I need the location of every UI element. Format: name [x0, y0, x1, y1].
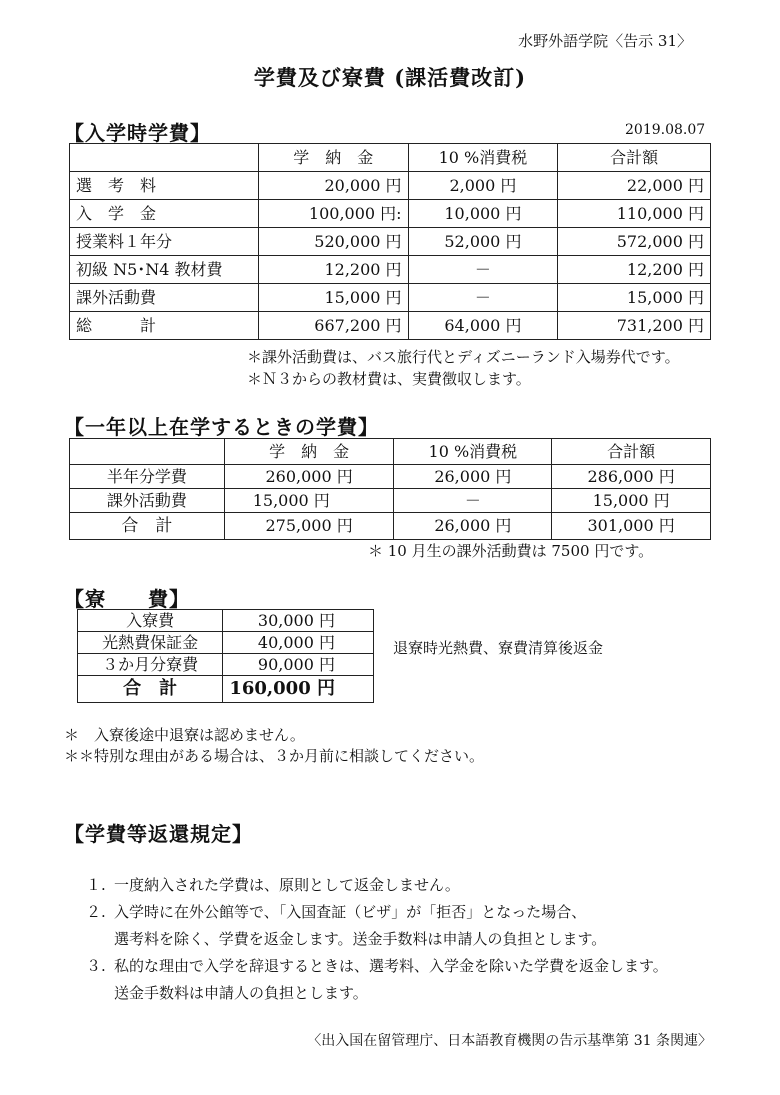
admission-note: ＊Ｎ３からの教材費は、実費徴収します。	[247, 370, 531, 388]
column-header: 10 %消費税	[394, 439, 552, 465]
row-label: 総 計	[70, 312, 259, 340]
header-note: 水野外語学院〈告示 31〉	[518, 32, 692, 50]
cell: 12,200 円	[558, 256, 711, 284]
row-label: 課外活動費	[70, 284, 259, 312]
cell: 26,000 円	[394, 465, 552, 489]
cell: 52,000 円	[408, 228, 558, 256]
column-header	[70, 144, 259, 172]
row-label: 授業料１年分	[70, 228, 259, 256]
list-item	[86, 953, 668, 980]
table-row	[70, 465, 711, 489]
column-header: 学 納 金	[258, 144, 408, 172]
table-row	[70, 489, 711, 513]
table-total-row	[78, 676, 374, 703]
item-text: 送金手数料は申請人の負担とします。	[114, 984, 368, 1002]
cell: 15,000 円	[258, 284, 408, 312]
column-header: 合計額	[558, 144, 711, 172]
page-title: 学費及び寮費 (課活費改訂)	[253, 65, 527, 90]
cell: 572,000 円	[558, 228, 711, 256]
cell: 20,000 円	[258, 172, 408, 200]
cell: 12,200 円	[258, 256, 408, 284]
table-row	[70, 256, 711, 284]
refund-heading: 【学費等返還規定】	[64, 822, 253, 846]
cell: 100,000 円:	[258, 200, 408, 228]
cell: 520,000 円	[258, 228, 408, 256]
cell: 64,000 円	[408, 312, 558, 340]
item-text: 私的な理由で入学を辞退するときは、選考料、入学金を除いた学費を返金します。	[114, 957, 668, 975]
table-header-row	[70, 144, 711, 172]
admission-heading: 【入学時学費】	[64, 121, 211, 145]
continuing-note: ＊ 10 月生の課外活動費は 7500 円です。	[368, 542, 654, 560]
dorm-note: ＊＊特別な理由がある場合は、３か月前に相談してください。	[64, 747, 485, 765]
item-text: 一度納入された学費は、原則として返金しません。	[114, 876, 460, 894]
cell: 2,000 円	[408, 172, 558, 200]
cell: 15,000 円	[558, 284, 711, 312]
table-row	[70, 228, 711, 256]
cell: 26,000 円	[394, 513, 552, 540]
cell: 90,000 円	[223, 654, 374, 676]
footer-note: 〈出入国在留管理庁、日本語教育機関の告示基準第 31 条関連〉	[307, 1033, 712, 1049]
continuing-heading: 【一年以上在学するときの学費】	[64, 415, 379, 439]
item-text: 選考料を除く、学費を返金します。送金手数料は申請人の負担とします。	[114, 930, 607, 948]
cell: 110,000 円	[558, 200, 711, 228]
cell: 667,200 円	[258, 312, 408, 340]
column-header: 10 %消費税	[408, 144, 558, 172]
cell: 286,000 円	[552, 465, 711, 489]
row-label: 合 計	[70, 513, 225, 540]
cell: 731,200 円	[558, 312, 711, 340]
list-item-continuation	[86, 980, 668, 1007]
cell: －	[394, 489, 552, 513]
table-row	[70, 200, 711, 228]
admission-note: ＊課外活動費は、バス旅行代とディズニーランド入場券代です。	[247, 348, 680, 366]
admission-date: 2019.08.07	[625, 122, 706, 138]
table-header-row	[70, 439, 711, 465]
dorm-heading: 【寮 費】	[64, 587, 190, 611]
cell: 15,000 円	[224, 489, 394, 513]
row-label: 選 考 料	[70, 172, 259, 200]
table-row	[78, 632, 374, 654]
dorm-side-note: 退寮時光熱費、寮費清算後返金	[393, 639, 604, 657]
table-row	[78, 610, 374, 632]
cell: 22,000 円	[558, 172, 711, 200]
cell: －	[408, 284, 558, 312]
row-label: 光熱費保証金	[78, 632, 223, 654]
item-number: １.	[86, 876, 106, 894]
cell: 260,000 円	[224, 465, 394, 489]
table-row	[70, 172, 711, 200]
dorm-note: ＊ 入寮後途中退寮は認めません。	[64, 726, 305, 744]
cell: 160,000 円	[223, 676, 374, 703]
item-number: ３.	[86, 957, 106, 975]
item-text: 入学時に在外公館等で、「入国査証（ビザ」が「拒否」となった場合、	[114, 903, 587, 921]
cell: 301,000 円	[552, 513, 711, 540]
column-header: 学 納 金	[224, 439, 394, 465]
dorm-table	[77, 609, 374, 703]
cell: 15,000 円	[552, 489, 711, 513]
cell: 30,000 円	[223, 610, 374, 632]
list-item	[86, 899, 668, 926]
table-row	[70, 284, 711, 312]
row-label: 入寮費	[78, 610, 223, 632]
list-item-continuation	[86, 926, 668, 953]
row-label: 初級 N5･N4 教材費	[70, 256, 259, 284]
row-label: 課外活動費	[70, 489, 225, 513]
table-total-row	[70, 312, 711, 340]
cell: －	[408, 256, 558, 284]
continuing-table	[69, 438, 711, 540]
table-row	[78, 654, 374, 676]
row-label: 入 学 金	[70, 200, 259, 228]
column-header: 合計額	[552, 439, 711, 465]
column-header	[70, 439, 225, 465]
item-number: ２.	[86, 903, 106, 921]
cell: 40,000 円	[223, 632, 374, 654]
row-label: 合 計	[78, 676, 223, 703]
list-item	[86, 872, 668, 899]
table-total-row	[70, 513, 711, 540]
refund-list	[86, 872, 668, 1007]
admission-table	[69, 143, 711, 340]
row-label: ３か月分寮費	[78, 654, 223, 676]
cell: 10,000 円	[408, 200, 558, 228]
cell: 275,000 円	[224, 513, 394, 540]
row-label: 半年分学費	[70, 465, 225, 489]
